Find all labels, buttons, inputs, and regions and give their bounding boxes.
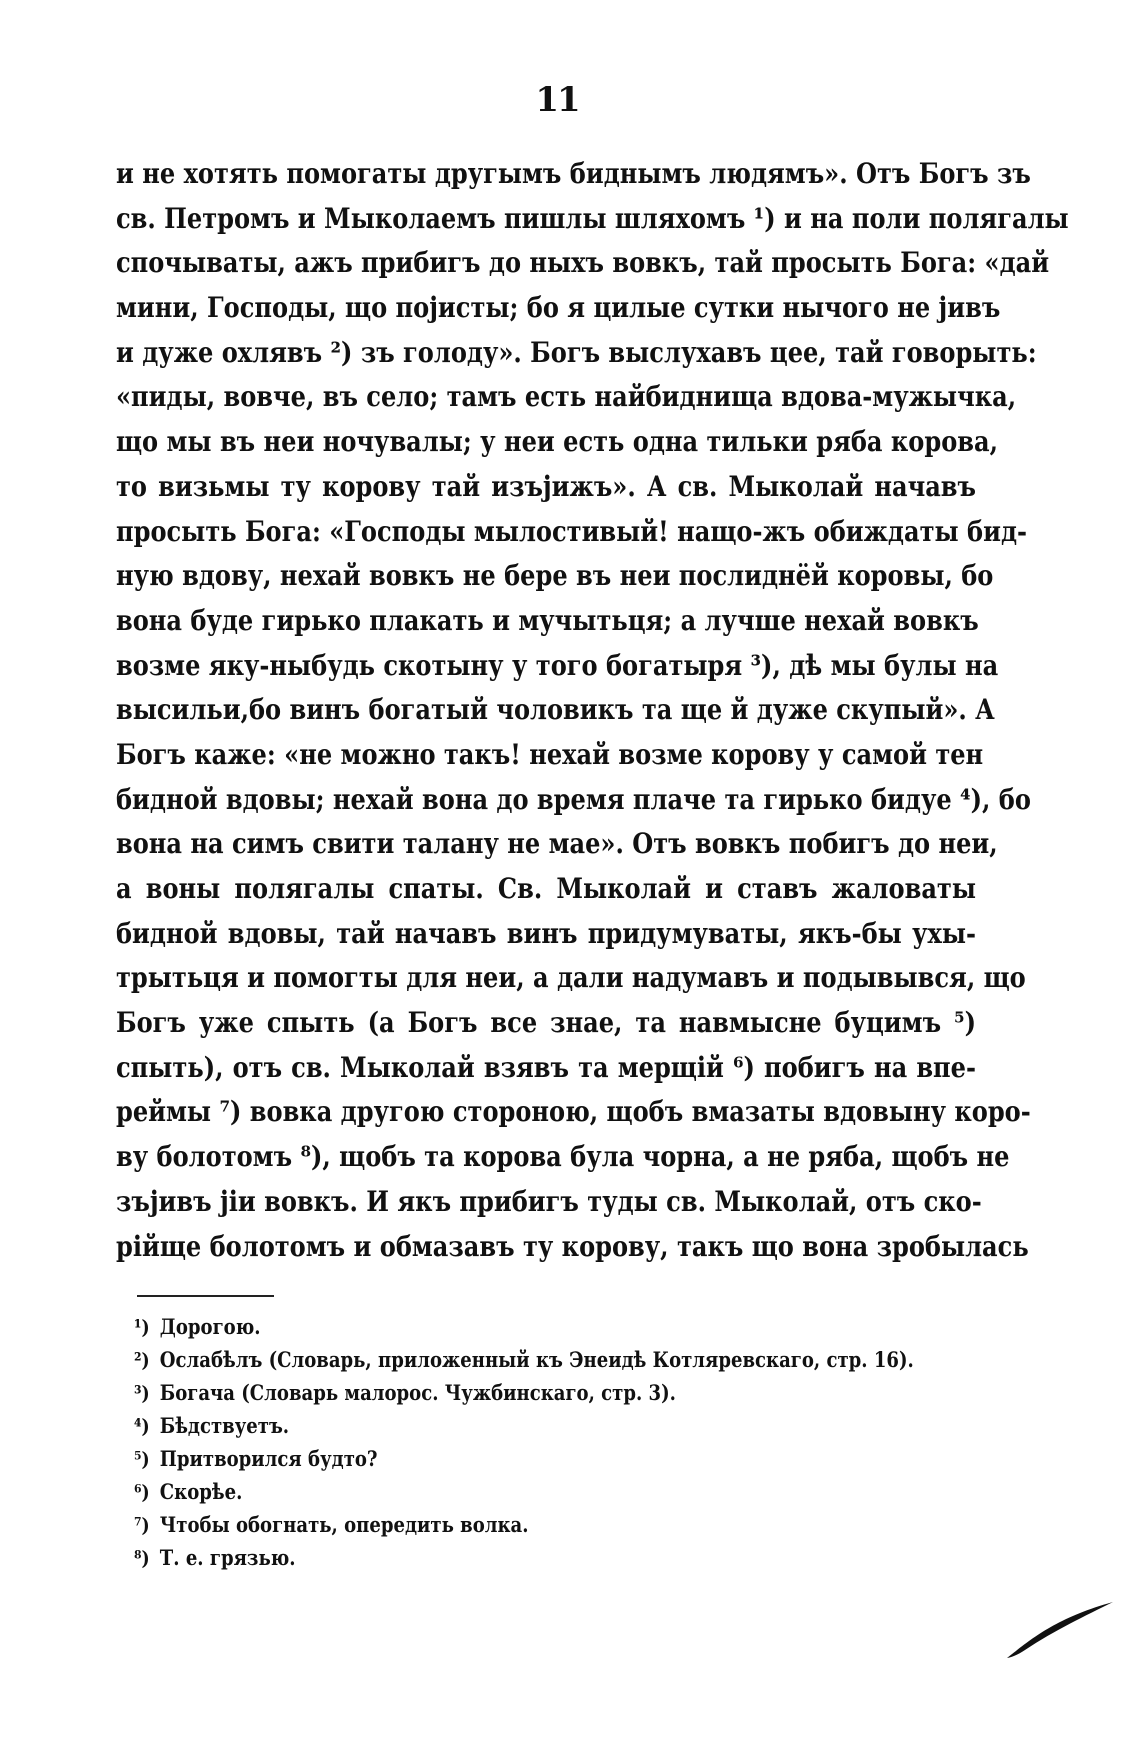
text-line: що мы въ неи ночувалы; у неи есть одна тильки ряба корова, [116,425,998,459]
text-line: мини, Господы, що појисты; бо я цилые сутки нычого не јивъ [116,291,1001,325]
text-line: вона на симъ свити талану не мае». Отъ вовкъ побигъ до неи, [116,827,998,861]
footnote-text: Бѣдствуетъ. [159,1413,290,1438]
footnote-number: ³) [134,1381,150,1405]
text-line: высильи,бо винъ богатый чоловикъ та ще й дуже скупый». А [116,693,995,727]
footnote-number: ⁸) [134,1546,150,1570]
footnote-text: Скорѣе. [159,1479,243,1504]
footnote [134,1442,822,1475]
footnote [134,1310,822,1343]
text-line: просыть Бога: «Господы мылостивый! нащо-жъ обиждаты бид- [116,514,1027,548]
text-line: бидной вдовы; нехай вона до время плаче та гирько бидуе ⁴), бо [116,782,1031,816]
text-line: трытьця и помогты для неи, а дали надумавъ и подывывся, що [116,961,1026,995]
ink-flourish-mark [1005,1600,1115,1660]
footnote-number: ²) [134,1348,150,1372]
text-line: то визьмы ту корову тай изъјижъ». А св. Мыколай начавъ [116,469,976,503]
footnote [134,1343,914,1376]
text-line: и не хотять помогаты другымъ биднымъ людямъ». Отъ Богъ зъ [116,157,1031,190]
footnote [134,1508,822,1541]
footnote-number: ⁶) [134,1480,150,1504]
text-line: реймы ⁷) вовка другою стороною, щобъ вмазаты вдовыну коро- [116,1095,1031,1129]
text-line: бидной вдовы, тай начавъ винъ придумуваты, якъ-бы ухы- [116,916,976,950]
body-text [116,152,1069,1269]
footnote-text: Богача (Словарь малорос. Чужбинскаго, стр. 3). [159,1380,676,1405]
page-number: 11 [535,80,579,120]
footnote [134,1409,822,1442]
footnote-separator [137,1295,274,1297]
footnote-text: Чтобы обогнать, опередить волка. [159,1512,529,1537]
text-line: спочываты, ажъ прибигъ до ныхъ вовкъ, тай просыть Бога: «дай [116,246,1050,280]
footnote-text: Т. е. грязью. [159,1545,296,1570]
text-line: а воны полягалы спаты. Св. Мыколай и ставъ жаловаты [116,872,976,905]
text-line: рійще болотомъ и обмазавъ ту корову, такъ що вона зробылась [116,1229,1029,1263]
text-line: вона буде гирько плакать и мучытьця; а лучше нехай вовкъ [116,603,979,637]
text-line: «пиды, вовче, въ село; тамъ есть найбиднища вдова-мужычка, [116,380,1017,414]
text-line: ную вдову, нехай вовкъ не бере въ неи послиднёй коровы, бо [116,559,994,593]
footnote-number: ⁷) [134,1513,150,1537]
text-line: Богъ каже: «не можно такъ! нехай возме корову у самой тен [116,737,984,771]
text-line: возме яку-ныбудь скотыну у того богатыря ³), дѣ мы булы на [116,648,999,682]
text-line: и дуже охлявъ ²) зъ голоду». Богъ выслухавъ цее, тай говорыть: [116,335,1037,369]
footnote-number: ¹) [134,1315,150,1339]
footnote [134,1475,822,1508]
text-line: ву болотомъ ⁸), щобъ та корова була чорна, а не ряба, щобъ не [116,1140,1010,1174]
footnotes [134,1310,934,1574]
footnote [134,1376,822,1409]
footnote-text: Дорогою. [159,1314,261,1339]
footnote-text: Ослабѣлъ (Словарь, приложенный къ Энеидѣ Котляревскаго, стр. 16). [159,1347,914,1372]
footnote-number: ⁴) [134,1414,150,1438]
text-line: Богъ уже спыть (а Богъ все знае, та навмысне буцимъ ⁵) [116,1006,976,1040]
footnote-text: Притворился будто? [159,1446,378,1471]
text-line: св. Петромъ и Мыколаемъ пишлы шляхомъ ¹) и на поли полягалы [116,201,1069,235]
text-line: спыть), отъ св. Мыколай взявъ та мерщій ⁶) побигъ на впе- [116,1050,976,1084]
footnote [134,1541,822,1574]
text-line: зъјивъ јiи вовкъ. И якъ прибигъ туды св. Мыколай, отъ ско- [116,1184,982,1218]
footnote-number: ⁵) [134,1447,150,1471]
